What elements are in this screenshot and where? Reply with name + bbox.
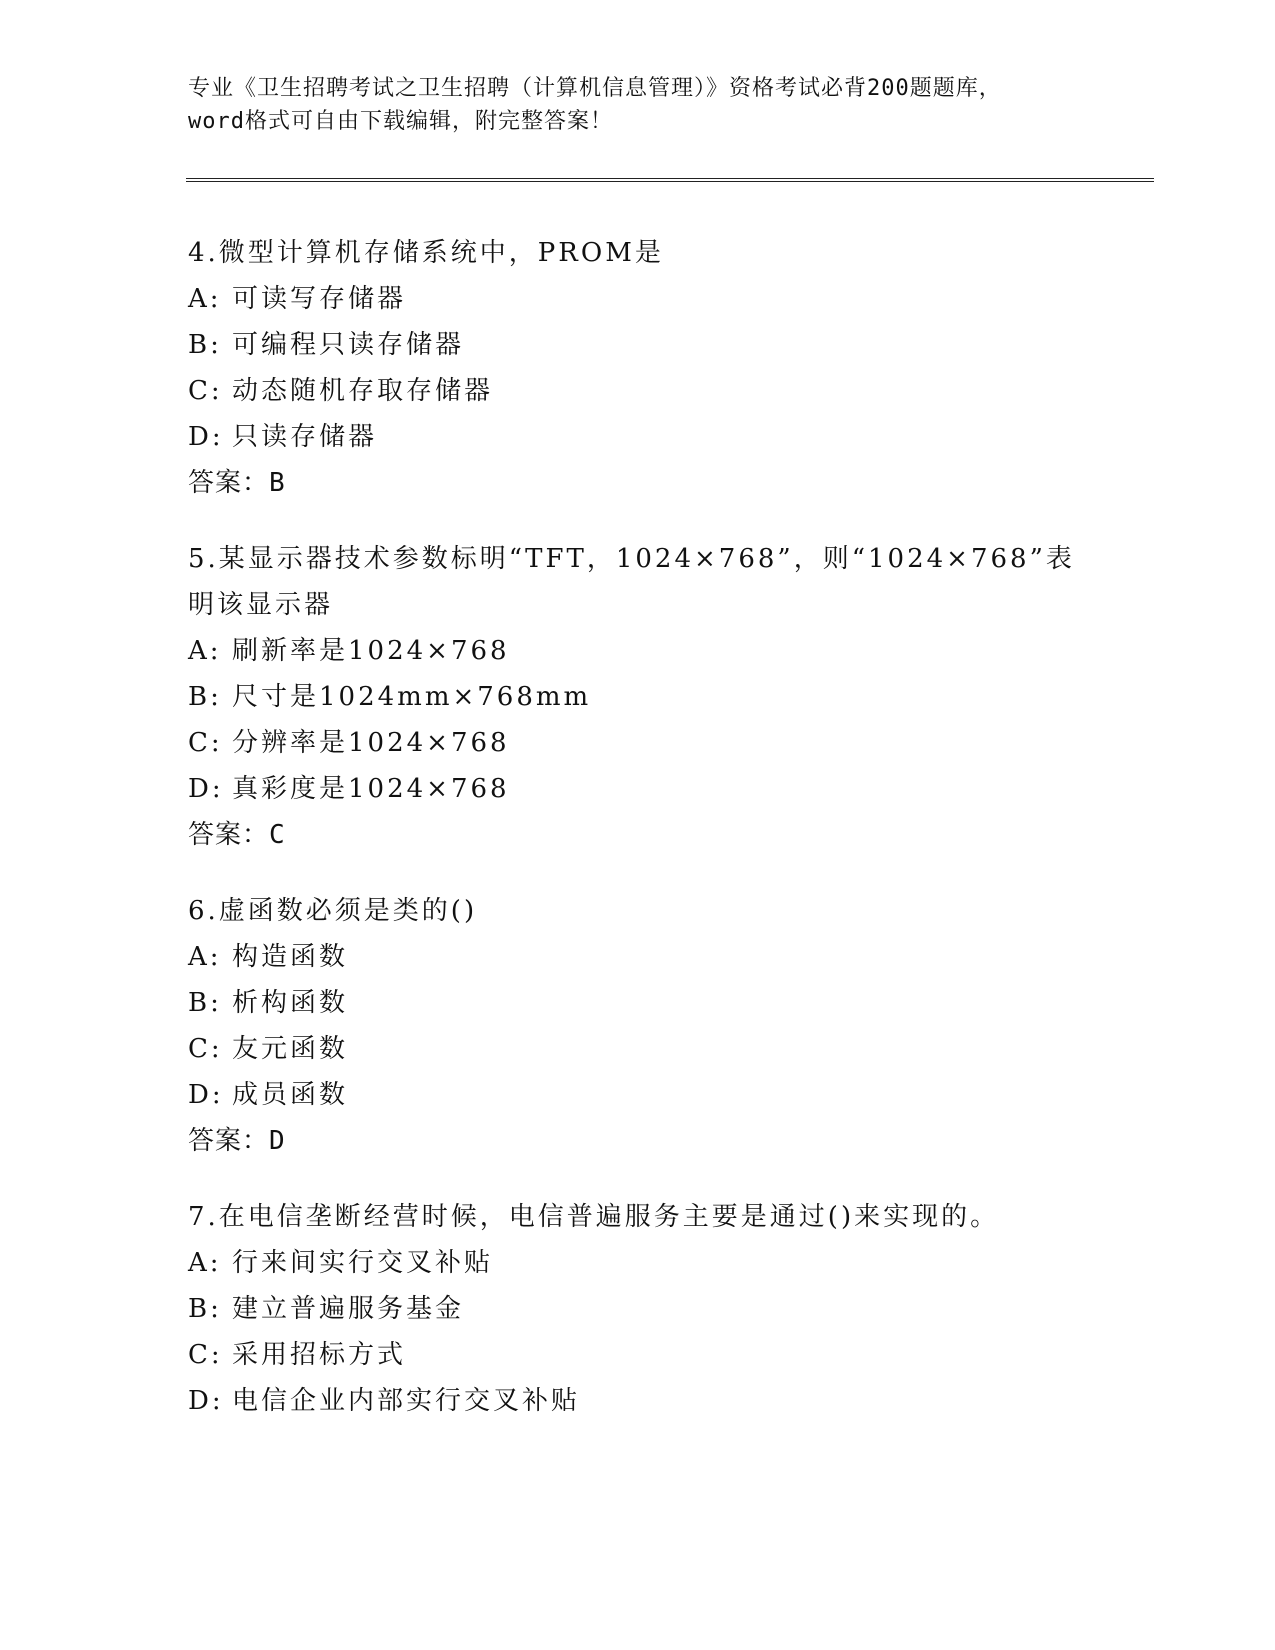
header-line-2: word格式可自由下载编辑，附完整答案！: [188, 109, 613, 134]
document-header: [188, 72, 1088, 138]
option-c: [188, 368, 1088, 414]
option-d: [188, 1378, 1088, 1424]
option-letter: C:: [188, 376, 223, 406]
answer-line: 答案：D: [188, 1126, 286, 1156]
option-text: 构造函数: [232, 942, 349, 972]
option-letter: A:: [188, 942, 222, 972]
answer-line: 答案：C: [188, 820, 286, 850]
question-title: 6.虚函数必须是类的(): [188, 896, 478, 926]
option-text: 分辨率是1024×768: [232, 728, 510, 758]
option-a: [188, 934, 1088, 980]
option-text: 建立普遍服务基金: [232, 1294, 465, 1324]
option-c: [188, 720, 1088, 766]
option-text: 只读存储器: [232, 422, 378, 452]
option-a: [188, 276, 1088, 322]
option-text: 动态随机存取存储器: [232, 376, 494, 406]
option-b: [188, 322, 1088, 368]
option-letter: B:: [188, 682, 222, 712]
option-text: 电信企业内部实行交叉补贴: [232, 1386, 581, 1416]
answer-line: 答案：B: [188, 468, 286, 498]
option-text: 真彩度是1024×768: [232, 774, 510, 804]
header-line-1: 专业《卫生招聘考试之卫生招聘（计算机信息管理）》资格考试必背200题题库，: [188, 76, 1002, 101]
option-letter: B:: [188, 330, 222, 360]
option-b: [188, 1286, 1088, 1332]
option-d: [188, 1072, 1088, 1118]
option-d: [188, 766, 1088, 812]
question-5: [188, 536, 1088, 858]
option-text: 可编程只读存储器: [232, 330, 465, 360]
option-c: [188, 1026, 1088, 1072]
question-list: [188, 230, 1088, 1454]
option-letter: C:: [188, 1340, 223, 1370]
question-title: 7.在电信垄断经营时候，电信普遍服务主要是通过()来实现的。: [188, 1202, 1000, 1232]
option-c: [188, 1332, 1088, 1378]
option-text: 析构函数: [232, 988, 349, 1018]
option-a: [188, 628, 1088, 674]
option-a: [188, 1240, 1088, 1286]
option-text: 友元函数: [232, 1034, 349, 1064]
option-letter: D:: [188, 1080, 224, 1110]
question-7: [188, 1194, 1088, 1424]
option-d: [188, 414, 1088, 460]
question-4: [188, 230, 1088, 506]
option-letter: A:: [188, 1248, 222, 1278]
option-letter: D:: [188, 774, 224, 804]
option-letter: B:: [188, 1294, 222, 1324]
option-letter: B:: [188, 988, 222, 1018]
option-text: 采用招标方式: [232, 1340, 407, 1370]
question-6: [188, 888, 1088, 1164]
option-letter: C:: [188, 1034, 223, 1064]
option-letter: A:: [188, 636, 222, 666]
option-text: 成员函数: [232, 1080, 349, 1110]
option-text: 尺寸是1024mm×768mm: [232, 682, 592, 712]
option-text: 刷新率是1024×768: [232, 636, 510, 666]
option-letter: A:: [188, 284, 222, 314]
option-b: [188, 980, 1088, 1026]
question-title: 4.微型计算机存储系统中，PROM是: [188, 238, 664, 268]
question-title: 5.某显示器技术参数标明“TFT，1024×768”，则“1024×768”表明该显示器: [188, 544, 1075, 620]
option-b: [188, 674, 1088, 720]
option-letter: D:: [188, 422, 224, 452]
option-text: 行来间实行交叉补贴: [232, 1248, 494, 1278]
option-text: 可读写存储器: [232, 284, 407, 314]
option-letter: C:: [188, 728, 223, 758]
option-letter: D:: [188, 1386, 224, 1416]
header-divider: [186, 178, 1154, 182]
